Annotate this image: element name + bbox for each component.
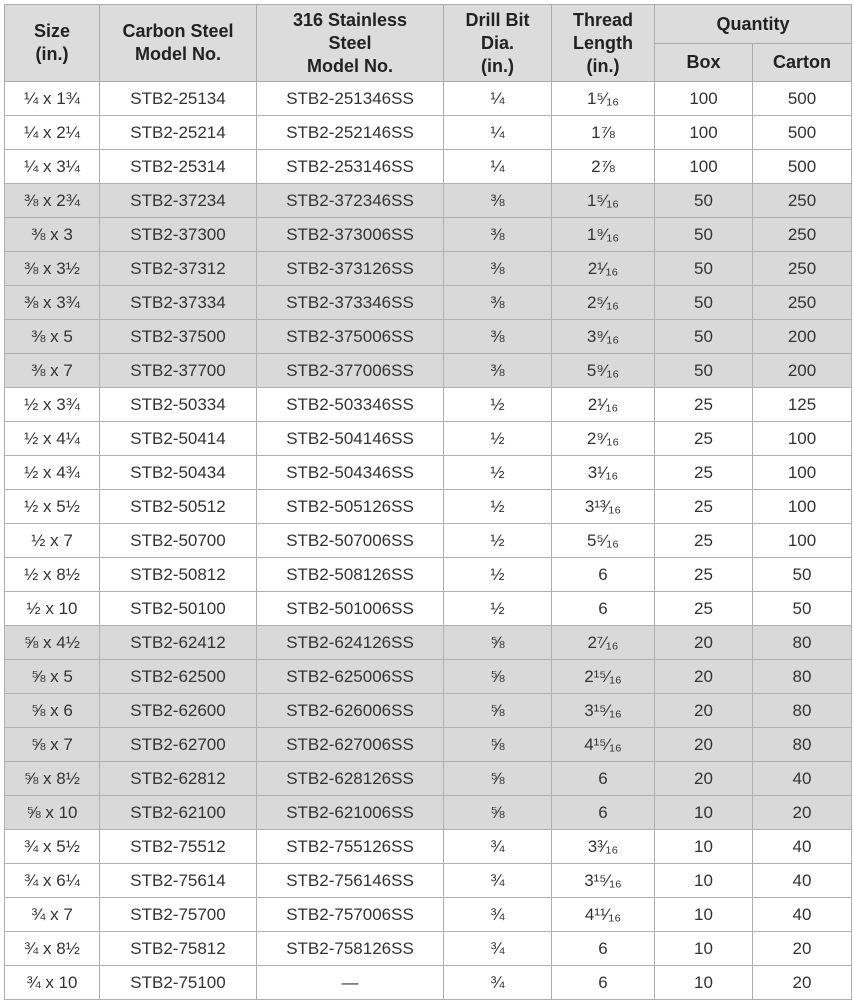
drill-cell: ¾ <box>444 864 552 898</box>
table-row <box>5 388 852 422</box>
drill-cell: ⅝ <box>444 728 552 762</box>
header-row-top <box>5 5 852 44</box>
box-cell: 25 <box>655 490 753 524</box>
drill-cell: ⅝ <box>444 796 552 830</box>
carton-cell: 40 <box>753 762 852 796</box>
table-row <box>5 762 852 796</box>
box-cell: 20 <box>655 626 753 660</box>
table-row <box>5 286 852 320</box>
carton-cell: 80 <box>753 660 852 694</box>
drill-cell: ½ <box>444 524 552 558</box>
carton-cell: 250 <box>753 286 852 320</box>
thread-cell: 2⅞ <box>552 150 655 184</box>
table-row <box>5 116 852 150</box>
thread-cell: 6 <box>552 932 655 966</box>
stainless-cell: STB2-377006SS <box>257 354 444 388</box>
carbon-cell: STB2-37300 <box>100 218 257 252</box>
stainless-cell: STB2-624126SS <box>257 626 444 660</box>
thread-cell: 6 <box>552 966 655 1000</box>
stainless-cell: STB2-373126SS <box>257 252 444 286</box>
drill-cell: ¾ <box>444 966 552 1000</box>
carbon-cell: STB2-50700 <box>100 524 257 558</box>
box-cell: 50 <box>655 354 753 388</box>
carton-cell: 80 <box>753 626 852 660</box>
size-header <box>5 5 100 82</box>
size-cell: ⅝ x 10 <box>5 796 100 830</box>
drill-cell: ¼ <box>444 150 552 184</box>
thread-cell: 6 <box>552 592 655 626</box>
carton-cell: 50 <box>753 592 852 626</box>
carton-cell: 250 <box>753 184 852 218</box>
carbon-cell: STB2-62100 <box>100 796 257 830</box>
drill-cell: ⅜ <box>444 286 552 320</box>
stainless-cell: STB2-252146SS <box>257 116 444 150</box>
size-cell: ⅝ x 5 <box>5 660 100 694</box>
thread-cell: 4¹⁵⁄₁₆ <box>552 728 655 762</box>
drill-cell: ½ <box>444 456 552 490</box>
stainless-header <box>257 5 444 82</box>
drill-cell: ⅝ <box>444 660 552 694</box>
drill-cell: ⅜ <box>444 320 552 354</box>
thread-cell: 2¹⁄₁₆ <box>552 252 655 286</box>
drill-header <box>444 5 552 82</box>
table-row <box>5 932 852 966</box>
stainless-cell: STB2-501006SS <box>257 592 444 626</box>
size-cell: ½ x 3¾ <box>5 388 100 422</box>
table-row <box>5 558 852 592</box>
box-cell: 10 <box>655 932 753 966</box>
size-cell: ¾ x 5½ <box>5 830 100 864</box>
carton-cell: 100 <box>753 422 852 456</box>
size-cell: ⅝ x 4½ <box>5 626 100 660</box>
thread-cell: 3¹³⁄₁₆ <box>552 490 655 524</box>
size-cell: ¾ x 6¼ <box>5 864 100 898</box>
thread-header-line: Length <box>573 32 633 53</box>
carton-cell: 100 <box>753 456 852 490</box>
table-row <box>5 490 852 524</box>
box-cell: 50 <box>655 218 753 252</box>
table-row <box>5 422 852 456</box>
carbon-cell: STB2-62500 <box>100 660 257 694</box>
drill-cell: ¾ <box>444 932 552 966</box>
carbon-cell: STB2-37312 <box>100 252 257 286</box>
table-row <box>5 524 852 558</box>
carbon-cell: STB2-62600 <box>100 694 257 728</box>
thread-header <box>552 5 655 82</box>
carton-cell: 20 <box>753 796 852 830</box>
stainless-cell: STB2-626006SS <box>257 694 444 728</box>
drill-header-line: (in.) <box>481 55 514 76</box>
carbon-cell: STB2-62700 <box>100 728 257 762</box>
thread-cell: 6 <box>552 796 655 830</box>
carton-cell: 200 <box>753 354 852 388</box>
carbon-cell: STB2-50100 <box>100 592 257 626</box>
carbon-cell: STB2-25314 <box>100 150 257 184</box>
stainless-header-line: Steel <box>328 32 372 53</box>
carton-cell: 250 <box>753 252 852 286</box>
drill-cell: ⅝ <box>444 626 552 660</box>
carbon-cell: STB2-50334 <box>100 388 257 422</box>
size-cell: ⅜ x 3 <box>5 218 100 252</box>
stainless-cell: STB2-627006SS <box>257 728 444 762</box>
carton-cell: 100 <box>753 524 852 558</box>
drill-cell: ⅜ <box>444 354 552 388</box>
drill-cell: ¼ <box>444 82 552 116</box>
box-cell: 25 <box>655 422 753 456</box>
size-cell: ⅜ x 3½ <box>5 252 100 286</box>
thread-cell: 6 <box>552 558 655 592</box>
carton-cell: 500 <box>753 150 852 184</box>
table-row <box>5 796 852 830</box>
carton-cell: 125 <box>753 388 852 422</box>
table-row <box>5 626 852 660</box>
carbon-header-line: Model No. <box>135 44 221 64</box>
thread-cell: 5⁵⁄₁₆ <box>552 524 655 558</box>
box-cell: 25 <box>655 558 753 592</box>
drill-cell: ⅜ <box>444 184 552 218</box>
table-row <box>5 694 852 728</box>
carbon-cell: STB2-75100 <box>100 966 257 1000</box>
stainless-cell: STB2-504346SS <box>257 456 444 490</box>
carton-cell: 200 <box>753 320 852 354</box>
table-row <box>5 218 852 252</box>
size-cell: ½ x 4¼ <box>5 422 100 456</box>
carton-cell: 40 <box>753 864 852 898</box>
stainless-cell: STB2-507006SS <box>257 524 444 558</box>
box-cell: 10 <box>655 796 753 830</box>
size-cell: ⅝ x 7 <box>5 728 100 762</box>
stainless-cell: STB2-757006SS <box>257 898 444 932</box>
size-cell: ⅝ x 6 <box>5 694 100 728</box>
drill-cell: ¼ <box>444 116 552 150</box>
size-header-line: (in.) <box>35 44 69 64</box>
table-row <box>5 354 852 388</box>
table-body <box>5 82 852 1000</box>
stainless-header-line: Model No. <box>307 55 393 76</box>
box-cell: 10 <box>655 864 753 898</box>
carton-cell: 500 <box>753 82 852 116</box>
drill-cell: ½ <box>444 490 552 524</box>
size-cell: ¾ x 7 <box>5 898 100 932</box>
box-cell: 20 <box>655 694 753 728</box>
carton-cell: 100 <box>753 490 852 524</box>
box-header: Box <box>655 44 753 82</box>
carton-cell: 40 <box>753 898 852 932</box>
drill-cell: ½ <box>444 422 552 456</box>
carbon-cell: STB2-75512 <box>100 830 257 864</box>
box-cell: 10 <box>655 966 753 1000</box>
thread-cell: 3³⁄₁₆ <box>552 830 655 864</box>
box-cell: 100 <box>655 116 753 150</box>
thread-cell: 5⁹⁄₁₆ <box>552 354 655 388</box>
drill-cell: ¾ <box>444 898 552 932</box>
drill-cell: ¾ <box>444 830 552 864</box>
box-cell: 100 <box>655 150 753 184</box>
carbon-cell: STB2-25134 <box>100 82 257 116</box>
table-row <box>5 830 852 864</box>
stainless-cell: STB2-253146SS <box>257 150 444 184</box>
carton-cell: 500 <box>753 116 852 150</box>
size-cell: ½ x 5½ <box>5 490 100 524</box>
stainless-cell: STB2-756146SS <box>257 864 444 898</box>
drill-cell: ⅜ <box>444 218 552 252</box>
size-cell: ⅝ x 8½ <box>5 762 100 796</box>
carton-cell: 80 <box>753 728 852 762</box>
carton-cell: 50 <box>753 558 852 592</box>
carbon-cell: STB2-37700 <box>100 354 257 388</box>
carbon-cell: STB2-37334 <box>100 286 257 320</box>
thread-cell: 1⁵⁄₁₆ <box>552 82 655 116</box>
carton-header: Carton <box>753 44 852 82</box>
stainless-cell: — <box>257 966 444 1000</box>
size-cell: ¾ x 8½ <box>5 932 100 966</box>
carbon-cell: STB2-50414 <box>100 422 257 456</box>
table-row <box>5 456 852 490</box>
stainless-cell: STB2-504146SS <box>257 422 444 456</box>
carbon-cell: STB2-37234 <box>100 184 257 218</box>
thread-cell: 1⁵⁄₁₆ <box>552 184 655 218</box>
carbon-cell: STB2-37500 <box>100 320 257 354</box>
stainless-cell: STB2-628126SS <box>257 762 444 796</box>
table-row <box>5 728 852 762</box>
size-cell: ½ x 10 <box>5 592 100 626</box>
thread-cell: 1⅞ <box>552 116 655 150</box>
carbon-cell: STB2-25214 <box>100 116 257 150</box>
stainless-cell: STB2-373006SS <box>257 218 444 252</box>
carton-cell: 20 <box>753 932 852 966</box>
thread-cell: 2⁹⁄₁₆ <box>552 422 655 456</box>
box-cell: 25 <box>655 388 753 422</box>
thread-cell: 1⁹⁄₁₆ <box>552 218 655 252</box>
table-row <box>5 898 852 932</box>
box-cell: 25 <box>655 456 753 490</box>
size-cell: ½ x 4¾ <box>5 456 100 490</box>
carbon-cell: STB2-62812 <box>100 762 257 796</box>
thread-header-line: Thread <box>572 9 633 30</box>
size-cell: ¼ x 1¾ <box>5 82 100 116</box>
thread-header-line: (in.) <box>586 55 620 76</box>
thread-cell: 3¹⁄₁₆ <box>552 456 655 490</box>
size-cell: ⅜ x 3¾ <box>5 286 100 320</box>
drill-cell: ½ <box>444 388 552 422</box>
size-cell: ⅜ x 7 <box>5 354 100 388</box>
stainless-cell: STB2-375006SS <box>257 320 444 354</box>
table-row <box>5 252 852 286</box>
thread-cell: 6 <box>552 762 655 796</box>
stainless-cell: STB2-625006SS <box>257 660 444 694</box>
carton-cell: 20 <box>753 966 852 1000</box>
table-row <box>5 320 852 354</box>
quantity-header: Quantity <box>655 5 852 44</box>
size-cell: ¼ x 2¼ <box>5 116 100 150</box>
carbon-cell: STB2-50434 <box>100 456 257 490</box>
thread-cell: 4¹¹⁄₁₆ <box>552 898 655 932</box>
drill-cell: ½ <box>444 592 552 626</box>
drill-header-line: Dia. <box>480 32 514 53</box>
box-cell: 25 <box>655 524 753 558</box>
box-cell: 100 <box>655 82 753 116</box>
box-cell: 25 <box>655 592 753 626</box>
stainless-header-line: 316 Stainless <box>292 9 408 30</box>
stainless-cell: STB2-621006SS <box>257 796 444 830</box>
carbon-cell: STB2-75812 <box>100 932 257 966</box>
size-cell: ¾ x 10 <box>5 966 100 1000</box>
box-cell: 10 <box>655 898 753 932</box>
carton-cell: 250 <box>753 218 852 252</box>
drill-cell: ½ <box>444 558 552 592</box>
carton-cell: 80 <box>753 694 852 728</box>
table-row <box>5 966 852 1000</box>
carbon-cell: STB2-75700 <box>100 898 257 932</box>
table-row <box>5 184 852 218</box>
thread-cell: 3¹⁵⁄₁₆ <box>552 864 655 898</box>
carbon-header-line: Carbon Steel <box>122 21 234 41</box>
box-cell: 10 <box>655 830 753 864</box>
table-row <box>5 864 852 898</box>
drill-cell: ⅜ <box>444 252 552 286</box>
size-cell: ⅜ x 5 <box>5 320 100 354</box>
anchor-spec-table <box>4 4 852 1000</box>
carton-cell: 40 <box>753 830 852 864</box>
thread-cell: 2¹⁄₁₆ <box>552 388 655 422</box>
size-cell: ⅜ x 2¾ <box>5 184 100 218</box>
box-cell: 20 <box>655 728 753 762</box>
size-cell: ½ x 8½ <box>5 558 100 592</box>
table-row <box>5 150 852 184</box>
stainless-cell: STB2-372346SS <box>257 184 444 218</box>
carbon-cell: STB2-62412 <box>100 626 257 660</box>
drill-cell: ⅝ <box>444 762 552 796</box>
carbon-cell: STB2-50512 <box>100 490 257 524</box>
size-header-line: Size <box>33 21 71 41</box>
drill-cell: ⅝ <box>444 694 552 728</box>
box-cell: 50 <box>655 252 753 286</box>
carbon-cell: STB2-50812 <box>100 558 257 592</box>
thread-cell: 3⁹⁄₁₆ <box>552 320 655 354</box>
size-cell: ½ x 7 <box>5 524 100 558</box>
box-cell: 50 <box>655 184 753 218</box>
stainless-cell: STB2-755126SS <box>257 830 444 864</box>
carbon-cell: STB2-75614 <box>100 864 257 898</box>
stainless-cell: STB2-505126SS <box>257 490 444 524</box>
thread-cell: 3¹⁵⁄₁₆ <box>552 694 655 728</box>
table-row <box>5 82 852 116</box>
box-cell: 20 <box>655 762 753 796</box>
stainless-cell: STB2-251346SS <box>257 82 444 116</box>
thread-cell: 2⁵⁄₁₆ <box>552 286 655 320</box>
thread-cell: 2⁷⁄₁₆ <box>552 626 655 660</box>
drill-header-line: Drill Bit <box>465 9 530 30</box>
table-row <box>5 660 852 694</box>
thread-cell: 2¹⁵⁄₁₆ <box>552 660 655 694</box>
box-cell: 50 <box>655 320 753 354</box>
stainless-cell: STB2-373346SS <box>257 286 444 320</box>
carbon-header <box>100 5 257 82</box>
box-cell: 20 <box>655 660 753 694</box>
table-row <box>5 592 852 626</box>
size-cell: ¼ x 3¼ <box>5 150 100 184</box>
stainless-cell: STB2-508126SS <box>257 558 444 592</box>
stainless-cell: STB2-503346SS <box>257 388 444 422</box>
stainless-cell: STB2-758126SS <box>257 932 444 966</box>
box-cell: 50 <box>655 286 753 320</box>
